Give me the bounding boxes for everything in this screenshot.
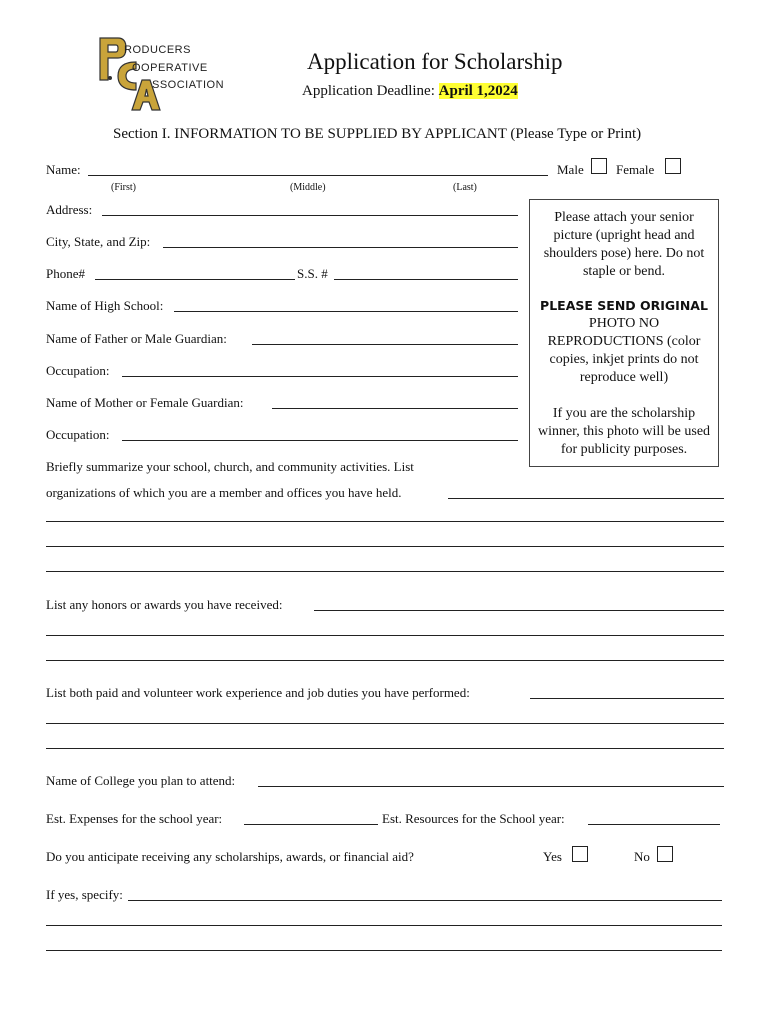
deadline-label: Application Deadline:: [302, 83, 435, 99]
honors-input-1[interactable]: [314, 610, 724, 611]
honors-input-2[interactable]: [46, 635, 724, 636]
expenses-label: Est. Expenses for the school year:: [46, 811, 223, 826]
no-label: No: [634, 849, 650, 864]
work-label: List both paid and volunteer work experience and job duties you have performed:: [46, 685, 470, 700]
phone-label: Phone#: [46, 266, 85, 281]
phone-input[interactable]: [95, 279, 295, 280]
activities-label-2: organizations of which you are a member and offices you have held.: [46, 485, 402, 500]
photo-instructions: Please attach your senior picture (upright head and shoulders pose) here. Do not staple or bend.: [543, 210, 705, 279]
activities-label-1: Briefly summarize your school, church, and community activities. List: [46, 459, 414, 474]
work-input-3[interactable]: [46, 748, 724, 749]
resources-label: Est. Resources for the School year:: [382, 811, 565, 826]
college-input[interactable]: [258, 786, 724, 787]
photo-reproduction-notice: PHOTO NO REPRODUCTIONS (color copies, inkjet prints do not reproduce well): [547, 316, 701, 385]
scholarships-question: Do you anticipate receiving any scholarships, awards, or financial aid?: [46, 849, 414, 864]
honors-label: List any honors or awards you have received:: [46, 597, 283, 612]
pca-logo: [96, 36, 225, 112]
expenses-input[interactable]: [244, 824, 378, 825]
address-label: Address:: [46, 202, 93, 217]
activities-input-4[interactable]: [46, 571, 724, 572]
mother-input[interactable]: [272, 408, 518, 409]
yes-checkbox[interactable]: [572, 846, 588, 862]
occupation-input-1[interactable]: [122, 376, 518, 377]
name-label: Name:: [46, 162, 81, 177]
resources-input[interactable]: [588, 824, 720, 825]
activities-input-2[interactable]: [46, 521, 724, 522]
occupation-label-1: Occupation:: [46, 363, 110, 378]
if-yes-input-2[interactable]: [46, 925, 722, 926]
no-checkbox[interactable]: [657, 846, 673, 862]
logo-line-2: OOPERATIVE: [132, 62, 208, 74]
section-title: Section I. INFORMATION TO BE SUPPLIED BY APPLICANT (Please Type or Print): [113, 126, 642, 142]
high-school-input[interactable]: [174, 311, 518, 312]
occupation-label-2: Occupation:: [46, 427, 110, 442]
photo-attachment-box: [529, 199, 719, 467]
occupation-input-2[interactable]: [122, 440, 518, 441]
college-label: Name of College you plan to attend:: [46, 773, 236, 788]
high-school-label: Name of High School:: [46, 298, 164, 313]
male-label: Male: [557, 162, 584, 177]
male-checkbox[interactable]: [591, 158, 607, 174]
middle-sublabel: (Middle): [290, 182, 326, 193]
page-title: Application for Scholarship: [307, 49, 563, 74]
city-label: City, State, and Zip:: [46, 234, 151, 249]
ss-input[interactable]: [334, 279, 518, 280]
female-label: Female: [616, 162, 655, 177]
work-input-2[interactable]: [46, 723, 724, 724]
name-input[interactable]: [88, 175, 548, 176]
female-checkbox[interactable]: [665, 158, 681, 174]
address-input[interactable]: [102, 215, 518, 216]
yes-label: Yes: [543, 849, 562, 864]
if-yes-label: If yes, specify:: [46, 887, 123, 902]
father-input[interactable]: [252, 344, 518, 345]
work-input-1[interactable]: [530, 698, 724, 699]
city-input[interactable]: [163, 247, 518, 248]
last-sublabel: (Last): [453, 182, 477, 193]
if-yes-input-3[interactable]: [46, 950, 722, 951]
mother-label: Name of Mother or Female Guardian:: [46, 395, 244, 410]
father-label: Name of Father or Male Guardian:: [46, 331, 227, 346]
logo-line-3: SSOCIATION: [152, 79, 225, 91]
deadline: [302, 83, 518, 100]
if-yes-input-1[interactable]: [128, 900, 722, 901]
ss-label: S.S. #: [297, 266, 328, 281]
first-sublabel: (First): [111, 182, 136, 193]
activities-input-3[interactable]: [46, 546, 724, 547]
logo-line-1: RODUCERS: [124, 44, 191, 56]
honors-input-3[interactable]: [46, 660, 724, 661]
photo-original-notice: PLEASE SEND ORIGINAL: [540, 298, 708, 313]
activities-input-1[interactable]: [448, 498, 724, 499]
deadline-value: April 1,2024: [438, 83, 518, 99]
photo-publicity-notice: If you are the scholarship winner, this photo will be used for publicity purposes.: [537, 406, 711, 457]
